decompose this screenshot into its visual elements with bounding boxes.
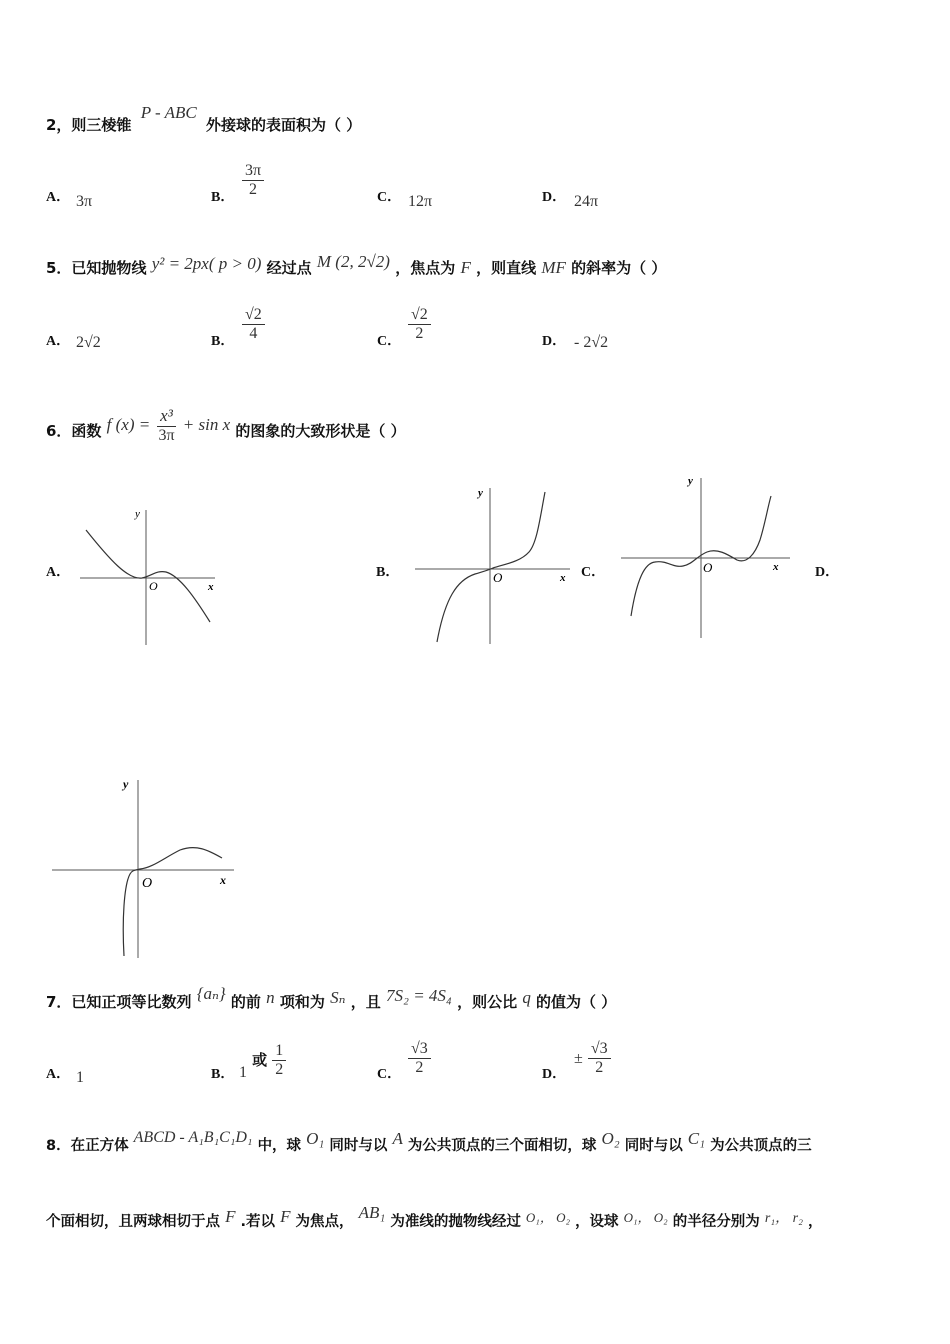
q5-mid2: ，焦点为 bbox=[395, 259, 456, 277]
q7-option-b-pre: 1 bbox=[239, 1064, 247, 1081]
y-label: y bbox=[688, 475, 693, 487]
q7-option-c-num: √3 bbox=[408, 1040, 431, 1059]
q6-option-d-label: D． bbox=[815, 565, 840, 580]
q8-t5: 为公共顶点的三 bbox=[710, 1138, 812, 1154]
q8-f2: F bbox=[280, 1207, 291, 1226]
q5-point: M (2, 2√2) bbox=[316, 252, 390, 271]
q4-option-d-value: 24π bbox=[574, 193, 599, 210]
q8-a: A bbox=[392, 1129, 403, 1148]
q6-fraction-den: 3π bbox=[158, 427, 175, 444]
y-label: y bbox=[478, 487, 483, 499]
q7-equation: 7S₂ = 4S₄ bbox=[386, 986, 452, 1005]
x-label: x bbox=[220, 873, 226, 887]
q5-equation: y² = 2px( p > 0) bbox=[151, 254, 262, 273]
q5-option-c-num: √2 bbox=[408, 306, 431, 325]
q4-option-b-label: B． bbox=[211, 190, 235, 205]
q7-option-c-value bbox=[408, 1040, 431, 1077]
q6-graph-c bbox=[615, 468, 795, 643]
q8-line-1 bbox=[46, 1129, 812, 1155]
q5-option-a-value: 2√2 bbox=[76, 334, 101, 351]
q7-stem bbox=[46, 984, 617, 1012]
q6-graph-a bbox=[70, 500, 220, 650]
q8-l2f: 的半径分别为 bbox=[672, 1214, 760, 1230]
q8-o1o2: O₁， O₂ bbox=[525, 1210, 570, 1225]
q7-lead: 7．已知正项等比数列 bbox=[46, 993, 192, 1011]
q8-radii: r₁， r₂ bbox=[764, 1211, 803, 1226]
q8-ab1: AB₁ bbox=[358, 1203, 386, 1222]
q7-option-d-label: D． bbox=[542, 1067, 567, 1082]
q8-l2c: 为焦点， bbox=[295, 1214, 354, 1230]
q8-o2: O₂ bbox=[601, 1129, 620, 1148]
q7-option-d-den: 2 bbox=[595, 1059, 604, 1076]
q7-tail: 的值为（ ） bbox=[536, 993, 617, 1011]
q7-option-b-num: 1 bbox=[272, 1042, 286, 1061]
q8-l2g: ， bbox=[808, 1214, 823, 1230]
x-label: x bbox=[208, 581, 214, 593]
origin-label: O bbox=[149, 579, 158, 593]
q7-sequence: {aₙ} bbox=[196, 984, 226, 1003]
q5-tail: 的斜率为（ ） bbox=[571, 259, 667, 277]
q6-fraction bbox=[155, 406, 177, 445]
q4-option-a-value: 3π bbox=[76, 193, 93, 210]
q4-option-b-num: 3π bbox=[242, 162, 264, 181]
q7-option-b-label: B． bbox=[211, 1067, 235, 1082]
q7-option-a-value: 1 bbox=[76, 1069, 84, 1086]
q5-option-a-label: A． bbox=[46, 334, 71, 349]
q7-option-b-den: 2 bbox=[275, 1061, 284, 1078]
q5-focus: F bbox=[460, 258, 471, 277]
q8-t4: 同时与以 bbox=[624, 1138, 683, 1154]
q7-option-a-label: A． bbox=[46, 1067, 71, 1082]
q6-graph-b bbox=[405, 478, 580, 648]
q6-option-a-label: A． bbox=[46, 565, 71, 580]
q4-option-b-den: 2 bbox=[249, 181, 258, 198]
q8-t2: 同时与以 bbox=[329, 1138, 388, 1154]
q4-tail: 外接球的表面积为（ ） bbox=[205, 116, 362, 134]
q8-line-2 bbox=[46, 1203, 823, 1231]
q8-l2a: 个面相切，且两球相切于点 bbox=[46, 1214, 220, 1230]
curve bbox=[437, 492, 545, 642]
q5-option-c-den: 2 bbox=[415, 325, 424, 342]
q5-stem bbox=[46, 252, 667, 278]
q6-lead: 6．函数 bbox=[46, 422, 102, 440]
q7-mid3: ，且 bbox=[350, 993, 381, 1011]
q5-option-b-num: √2 bbox=[242, 306, 265, 325]
q7-option-d-pm: ± bbox=[574, 1050, 583, 1067]
origin-label: O bbox=[142, 876, 153, 891]
q8-o1o2-b: O₁， O₂ bbox=[623, 1210, 668, 1225]
q8-l2e: ，设球 bbox=[575, 1214, 619, 1230]
q6-plus-sin: + sin x bbox=[182, 415, 231, 434]
q7-mid4: ，则公比 bbox=[457, 993, 518, 1011]
q4-expr: P - ABC bbox=[140, 103, 197, 122]
q4-option-a-label: A． bbox=[46, 190, 71, 205]
q5-option-b-den: 4 bbox=[249, 325, 258, 342]
q8-l2b: .若以 bbox=[240, 1214, 276, 1230]
q7-option-b-frac bbox=[272, 1042, 286, 1079]
q5-option-d-value: - 2√2 bbox=[574, 334, 609, 351]
q5-option-d-label: D． bbox=[542, 334, 567, 349]
q5-mid1: 经过点 bbox=[266, 259, 312, 277]
q5-mid3: ，则直线 bbox=[476, 259, 537, 277]
q7-n: n bbox=[266, 988, 275, 1007]
y-label: y bbox=[135, 508, 140, 520]
q6-option-b-label: B． bbox=[376, 565, 400, 580]
q6-fraction-num: x³ bbox=[157, 406, 176, 427]
origin-label: O bbox=[493, 570, 503, 585]
q8-t3: 为公共顶点的三个面相切，球 bbox=[407, 1138, 597, 1154]
q8-lead: 8．在正方体 bbox=[46, 1138, 129, 1154]
q6-stem bbox=[46, 406, 406, 451]
q8-t1: 中，球 bbox=[257, 1138, 302, 1154]
q7-option-d-value bbox=[574, 1040, 611, 1077]
q6-graph-d bbox=[46, 770, 241, 962]
q5-lead: 5．已知抛物线 bbox=[46, 259, 147, 277]
q4-stem bbox=[46, 103, 362, 135]
q8-c1: C₁ bbox=[687, 1129, 706, 1148]
origin-label: O bbox=[703, 560, 713, 575]
q4-lead: 2，则三棱锥 bbox=[46, 116, 132, 134]
q5-option-c-label: C． bbox=[377, 334, 402, 349]
q5-option-b-label: B． bbox=[211, 334, 235, 349]
q4-option-b-value bbox=[242, 162, 264, 199]
q8-cube: ABCD - A₁B₁C₁D₁ bbox=[133, 1129, 253, 1146]
q8-l2d: 为准线的抛物线经过 bbox=[390, 1214, 521, 1230]
q7-sn: Sₙ bbox=[330, 988, 346, 1007]
q7-option-c-label: C． bbox=[377, 1067, 402, 1082]
x-label: x bbox=[773, 561, 779, 573]
q5-option-c-value bbox=[408, 306, 431, 343]
curve bbox=[86, 530, 210, 622]
q7-q: q bbox=[522, 988, 531, 1007]
q4-option-c-label: C． bbox=[377, 190, 402, 205]
q7-option-c-den: 2 bbox=[415, 1059, 424, 1076]
q5-option-b-value bbox=[242, 306, 265, 343]
y-label: y bbox=[123, 777, 129, 791]
q5-line: MF bbox=[541, 258, 566, 277]
q8-o1: O₁ bbox=[306, 1129, 325, 1148]
q7-mid2: 项和为 bbox=[279, 993, 325, 1011]
q7-mid1: 的前 bbox=[230, 993, 261, 1011]
q6-tail: 的图象的大致形状是（ ） bbox=[235, 422, 406, 440]
q7-option-d-frac bbox=[588, 1040, 611, 1077]
q7-option-d-num: √3 bbox=[588, 1040, 611, 1059]
q4-option-c-value: 12π bbox=[408, 193, 433, 210]
q7-option-b-value bbox=[239, 1042, 286, 1079]
q7-option-b-or: 或 bbox=[252, 1051, 268, 1069]
q4-option-d-label: D． bbox=[542, 190, 567, 205]
q8-f: F bbox=[225, 1207, 236, 1226]
q6-fx: f (x) = bbox=[106, 415, 151, 434]
q6-option-c-label: C． bbox=[581, 565, 606, 580]
x-label: x bbox=[560, 572, 566, 584]
